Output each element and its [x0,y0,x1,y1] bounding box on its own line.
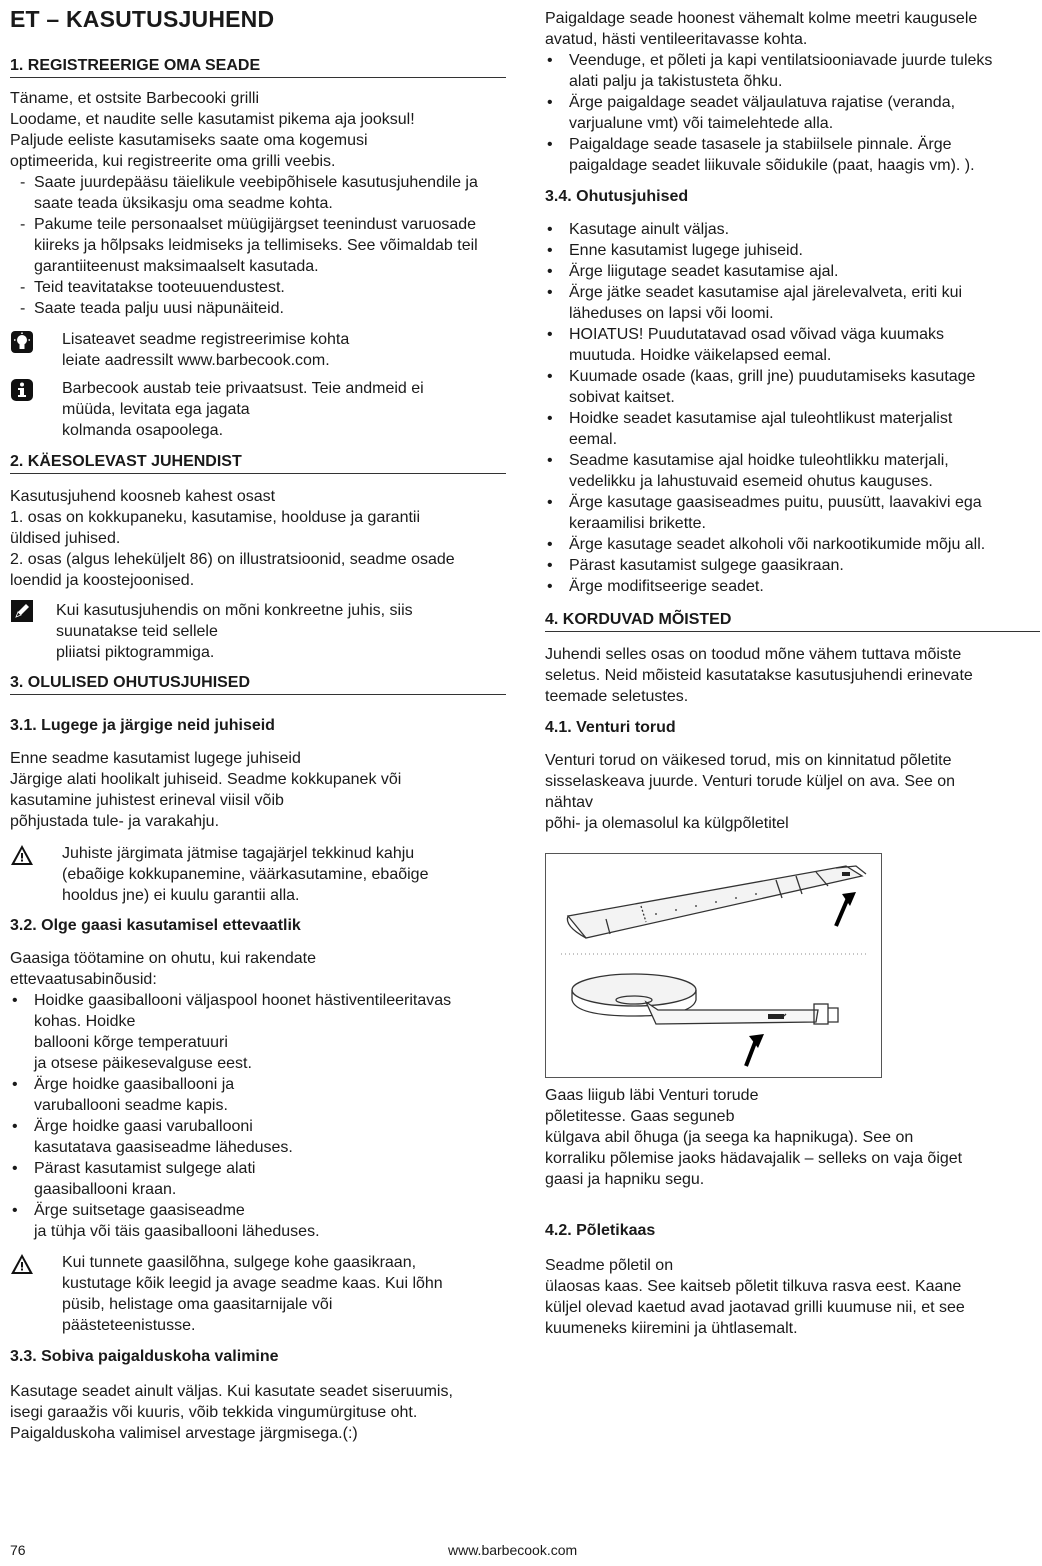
list-item: • Ärge kasutage gaasiseadmes puitu, puusütt, laavakivi ega keraamilisi brikette. [547,494,982,532]
list-item: • Ärge jätke seadet kasutamise ajal järelevalveta, eriti kui läheduses on lapsi või loomi. [547,284,963,322]
warning-icon [10,1252,34,1276]
section-2-body: Kasutusjuhend koosneb kahest osast 1. osas on kokkupaneku, kasutamise, hoolduse ja garantii üldised juhised. 2. osas (algus leheküljelt 86) on illustratsioonid, seadme osade loendid ja koostejoonised. [10,488,455,589]
note-pencil: Kui kasutusjuhendis on mõni konkreetne juhis, siis suunatakse teid sellele pliiatsi piktogrammiga. [56,602,413,661]
list-item: • Ärge hoidke gaasiballooni ja varuballooni seadme kapis. [12,1076,235,1114]
section-4-heading: 4. KORDUVAD MÕISTED [545,611,1040,632]
section-3-1-heading: 3.1. Lugege ja järgige neid juhiseid [10,717,275,734]
list-item: • Hoidke gaasiballooni väljaspool hoonet hästiventileeritavas kohas. Hoidke ballooni kõrge temperatuuri ja otsese päikesevalguse eest. [12,992,452,1072]
section-1-heading: 1. REGISTREERIGE OMA SEADE [10,57,506,78]
list-item: • Kasutage ainult väljas. [547,221,730,238]
list-item: - Saate teada palju uusi näpunäiteid. [20,300,284,317]
section-2-heading: 2. KÄESOLEVAST JUHENDIST [10,453,506,474]
list-item: • Hoidke seadet kasutamise ajal tuleohtlikust materjalist eemal. [547,410,953,448]
venturi-tube-illustration [545,853,882,1078]
page-number: 76 [10,1542,26,1558]
list-item: • Veenduge, et põleti ja kapi ventilatsiooniavade juurde tuleks alati palju ja takistusteta õhku. [547,52,993,90]
list-item: - Teid teavitatakse tooteuuendustest. [20,279,285,296]
note-privacy: Barbecook austab teie privaatsust. Teie andmeid ei müüda, levitata ega jagata kolmanda osapoolega. [62,380,424,439]
list-item: • Pärast kasutamist sulgege alati gaasiballooni kraan. [12,1160,256,1198]
list-item: • Pärast kasutamist sulgege gaasikraan. [547,557,844,574]
section-4-2-heading: 4.2. Põletikaas [545,1222,656,1239]
list-item: • Enne kasutamist lugege juhiseid. [547,242,803,259]
section-3-3-body: Kasutage seadet ainult väljas. Kui kasutate seadet siseruumis, isegi garaažis või kuuris, võib tekkida vingumürgituse oht. Paigalduskoha valimisel arvestage järgmisega.(:) [10,1383,453,1442]
list-item: • Kuumade osade (kaas, grill jne) puudutamiseks kasutage sobivat kaitset. [547,368,976,406]
list-item: • Ärge kasutage seadet alkoholi või narkootikumide mõju all. [547,536,986,553]
pencil-icon [10,599,34,623]
section-3-2-body: Gaasiga töötamine on ohutu, kui rakendate ettevaatusabinõusid: [10,950,316,988]
section-1-list [10,172,506,319]
section-4-1-body: Venturi torud on väikesed torud, mis on kinnitatud põletite sisselaskeava juurde. Venturi torude küljel on ava. See on nähtav põhi- ja olemasolul ka külgpõletitel [545,752,956,832]
list-item: • Paigaldage seade tasasele ja stabiilsele pinnale. Ärge paigaldage seadet liikuvale sõidukile (paat, haagis vm). ). [547,136,975,174]
section-3-1-body: Enne seadme kasutamist lugege juhiseid Järgige alati hoolikalt juhiseid. Seadme kokkupanek või kasutamine juhistest erineval viisil võib põhjustada tule- ja varakahju. [10,750,402,830]
info-icon [10,378,34,402]
warning-icon [10,843,34,867]
section-3-4-heading: 3.4. Ohutusjuhised [545,188,689,205]
list-item: - Saate juurdepääsu täielikule veebipõhisele kasutusjuhendile ja saate teada üksikasju oma seadme kohta. [20,174,478,212]
note-registration: Lisateavet seadme registreerimise kohta leiate aadressilt www.barbecook.com. [62,331,350,369]
section-4-1-heading: 4.1. Venturi torud [545,719,676,736]
section-3-3-heading: 3.3. Sobiva paigalduskoha valimine [10,1348,279,1365]
list-item: • Ärge suitsetage gaasiseadme ja tühja või täis gaasiballooni läheduses. [12,1202,320,1240]
section-3-heading: 3. OLULISED OHUTUSJUHISED [10,674,506,695]
list-item: • Seadme kasutamise ajal hoidke tuleohtlikku materjali, vedelikku ja lahustuvaid esemeid ohutus kauguses. [547,452,949,490]
section-3-3-list [545,50,1040,176]
lightbulb-icon [10,330,34,354]
section-4-body: Juhendi selles osas on toodud mõne vähem tuttava mõiste seletus. Neid mõisteid kasutatakse kasutusjuhendi erinevate teemade seletustes. [545,646,973,705]
section-3-2-heading: 3.2. Olge gaasi kasutamisel ettevaatlik [10,917,301,934]
warning-warranty: Juhiste järgimata jätmise tagajärjel tekkinud kahju (ebaõige kokkupanemine, väärkasutamine, ebaõige hooldus jne) ei kuulu garantii alla. [62,845,429,904]
section-1-intro: Täname, et ostsite Barbecooki grilli Loodame, et naudite selle kasutamist pikema aja jooksul! Paljude eeliste kasutamiseks saate oma kogemusi optimeerida, kui registreerite oma grilli veebis. [10,90,415,170]
section-4-1-after-figure: Gaas liigub läbi Venturi torude põletitesse. Gaas seguneb külgava abil õhuga (ja seega ka hapnikuga). See on korraliku põlemise jaoks hädavajalik – selleks on vaja õiget gaasi ja hapniku segu. [545,1087,963,1188]
section-3-3-continued: Paigaldage seade hoonest vähemalt kolme meetri kaugusele avatud, hästi ventileeritavasse kohta. [545,10,978,48]
list-item: • Ärge hoidke gaasi varuballooni kasutatava gaasiseadme läheduses. [12,1118,293,1156]
list-item: • HOIATUS! Puudutatavad osad võivad väga kuumaks muutuda. Hoidke väikelapsed eemal. [547,326,945,364]
warning-gas-smell: Kui tunnete gaasilõhna, sulgege kohe gaasikraan, kustutage kõik leegid ja avage seadme kaas. Kui lõhn püsib, helistage oma gaasitarnijale või päästeteenistusse. [62,1254,443,1334]
list-item: - Pakume teile personaalset müügijärgset teenindust varuosade kiireks ja hõlpsaks leidmiseks ja tellimiseks. See võimaldab teil garantiiteenust maksimaalselt kasutada. [20,216,478,275]
list-item: • Ärge paigaldage seadet väljaulatuva rajatise (veranda, varjualune vmt) või taimelehtede alla. [547,94,956,132]
section-3-4-list [545,219,1040,597]
list-item: • Ärge liigutage seadet kasutamise ajal. [547,263,839,280]
footer-website: www.barbecook.com [448,1542,578,1558]
list-item: • Ärge modifitseerige seadet. [547,578,764,595]
page-title: ET – KASUTUSJUHEND [10,6,275,32]
section-4-2-body: Seadme põletil on ülaosas kaas. See kaitseb põletit tilkuva rasva eest. Kaane küljel olevad kaetud avad jaotavad grilli kuumuse nii, et see kuumeneks kiiremini ja ühtlasemalt. [545,1257,965,1337]
section-3-2-list [10,990,506,1242]
